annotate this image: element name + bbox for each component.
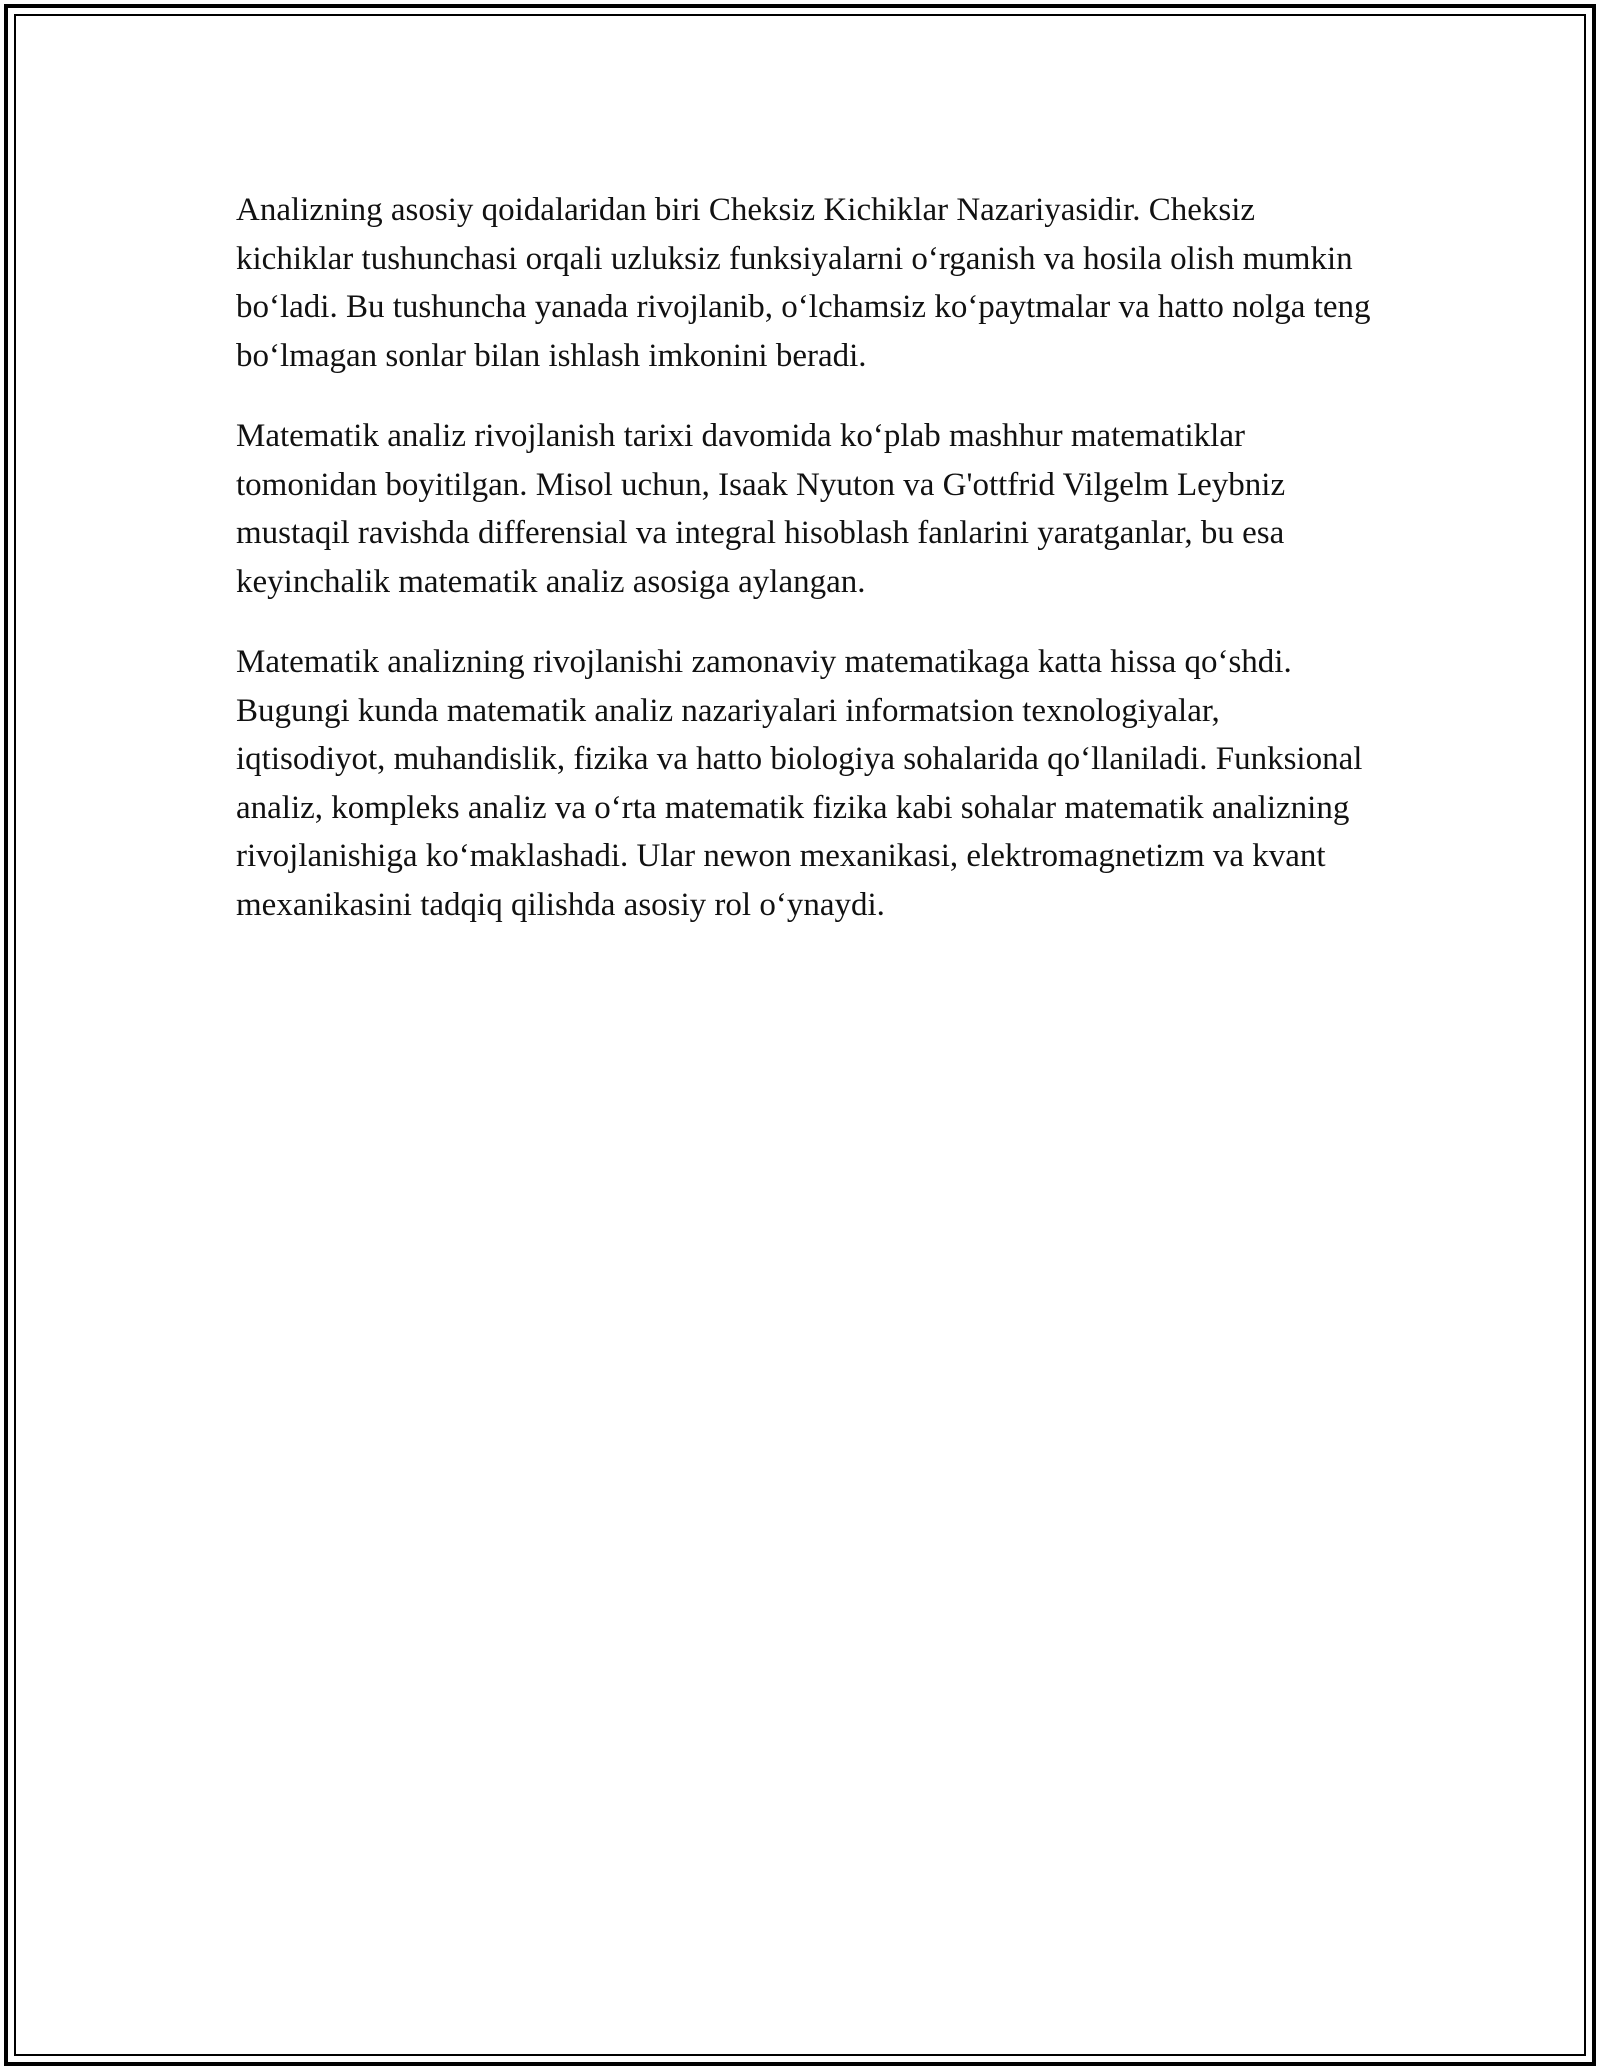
paragraph-1: Analizning asosiy qoidalaridan biri Cheksiz Kichiklar Nazariyasidir. Cheksiz kichiklar tushunchasi orqali uzluksiz funksiyalarni o‘rganish va hosila olish mumkin bo‘ladi. Bu tushuncha yanada rivojlanib, o‘lchamsiz ko‘paytmalar va hatto nolga teng bo‘lmagan sonlar bilan ishlash imkonini beradi. bbox=[236, 192, 1371, 374]
document-body bbox=[236, 186, 1376, 961]
paragraph-3: Matematik analizning rivojlanishi zamonaviy matematikaga katta hissa qo‘shdi. Bugungi kunda matematik analiz nazariyalari informatsion texnologiyalar, iqtisodiyot, muhandislik, fizika va hatto biologiya sohalarida qo‘llaniladi. Funksional analiz, kompleks analiz va o‘rta matematik fizika kabi sohalar matematik analizning rivojlanishiga ko‘maklashadi. Ular newon mexanikasi, elektromagnetizm va kvant mexanikasini tadqiq qilishda asosiy rol o‘ynaydi. bbox=[236, 644, 1363, 923]
paragraph-2: Matematik analiz rivojlanish tarixi davomida ko‘plab mashhur matematiklar tomonidan boyitilgan. Misol uchun, Isaak Nyuton va G'ottfrid Vilgelm Leybniz mustaqil ravishda differensial va integral hisoblash fanlarini yaratganlar, bu esa keyinchalik matematik analiz asosiga aylangan. bbox=[236, 418, 1286, 600]
